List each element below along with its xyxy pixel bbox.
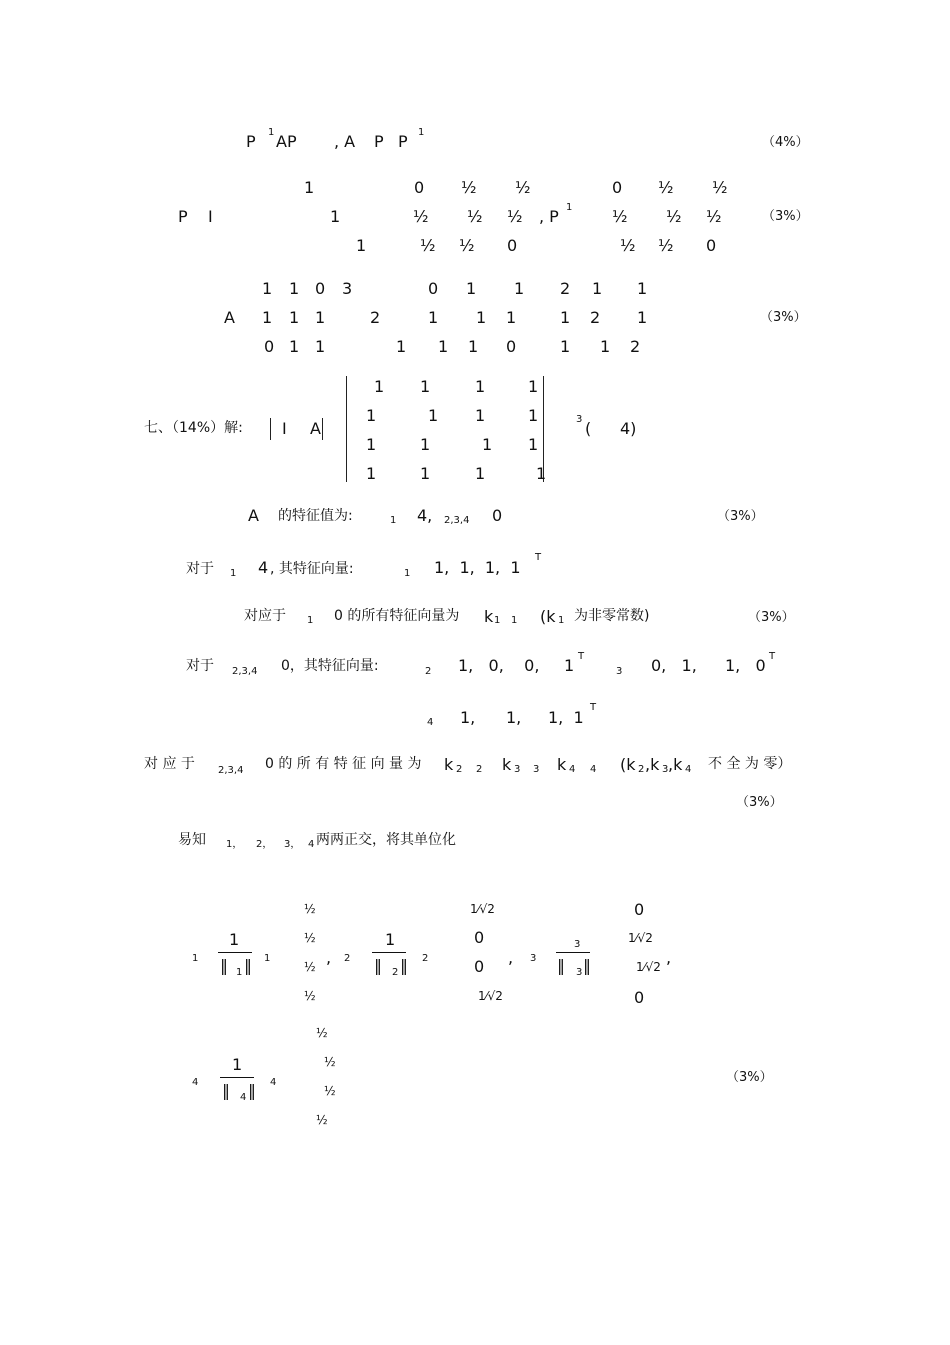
- matrix-cell: 1: [560, 337, 571, 356]
- vector-entry: 0: [474, 957, 485, 976]
- det-cell: 1: [536, 464, 547, 483]
- matrix-cell: ½: [459, 236, 475, 255]
- matrix-cell: ½: [413, 207, 429, 226]
- superscript: T: [769, 651, 776, 662]
- subscript: 2: [456, 764, 463, 775]
- a-symbol: A: [224, 308, 235, 327]
- percent-label: （3%）: [762, 209, 809, 224]
- matrix-cell: 2: [590, 308, 601, 327]
- matrix-cell: ½: [420, 236, 436, 255]
- det-cell: 1: [528, 435, 539, 454]
- matrix-cell: 3: [342, 279, 353, 298]
- i-symbol: I: [282, 419, 287, 438]
- vector-entry: ½: [324, 1055, 336, 1069]
- vector-entry: 1⁄√2: [628, 931, 653, 945]
- subscript: 2,3,4: [218, 765, 244, 776]
- comma-p: , P: [539, 207, 559, 226]
- vector-entry: 0: [474, 928, 485, 947]
- vector: 1: [564, 656, 575, 675]
- matrix-cell: ½: [658, 178, 674, 197]
- vector-entry: 0: [634, 988, 645, 1007]
- superscript: T: [535, 552, 542, 563]
- norm-bars: ‖: [374, 956, 382, 975]
- value: ,k: [668, 755, 683, 774]
- subscript: 3: [530, 953, 537, 964]
- vector-entry: 1⁄√2: [470, 902, 495, 916]
- det-cell: 1: [428, 406, 439, 425]
- subscript: 3: [533, 764, 540, 775]
- matrix-cell: 2: [560, 279, 571, 298]
- matrix-cell: 1: [514, 279, 525, 298]
- subscript: 1: [511, 615, 518, 626]
- matrix-cell: ½: [515, 178, 531, 197]
- det-cell: 1: [475, 406, 486, 425]
- det-cell: 1: [366, 435, 377, 454]
- comma: ,: [666, 948, 672, 967]
- norm-bars: ‖: [248, 1081, 256, 1100]
- matrix-cell: 1: [637, 279, 648, 298]
- value: 0: [492, 506, 503, 525]
- ap-text: AP: [276, 132, 297, 151]
- matrix-cell: 1: [356, 236, 367, 255]
- det-result: 4): [620, 419, 637, 438]
- percent-label: （3%）: [717, 509, 764, 524]
- text: 对 应 于: [144, 756, 195, 772]
- matrix-cell: 1: [289, 308, 300, 327]
- vector-entry: 1⁄√2: [478, 989, 503, 1003]
- text: 两两正交，将其单位化: [316, 832, 456, 848]
- value: k: [444, 755, 454, 774]
- subscript: 3: [616, 666, 623, 677]
- det-cell: 1: [528, 377, 539, 396]
- matrix-cell: 1: [438, 337, 449, 356]
- subscript: 4: [685, 764, 692, 775]
- a-symbol: A: [310, 419, 321, 438]
- i-symbol: I: [208, 207, 213, 226]
- matrix-cell: 0: [706, 236, 717, 255]
- vector-entry: ½: [304, 902, 316, 916]
- det-cell: 1: [475, 377, 486, 396]
- matrix-cell: 0: [315, 279, 326, 298]
- subscript: 4: [192, 1077, 199, 1088]
- subscript: 4: [308, 839, 315, 850]
- subscript: 3: [662, 764, 669, 775]
- det-cell: 1: [366, 406, 377, 425]
- p-symbol: P: [178, 207, 188, 226]
- det-cell: 1: [366, 464, 377, 483]
- fraction-bar: [218, 952, 252, 953]
- vector: 1,: [506, 708, 522, 727]
- matrix-cell: 0: [264, 337, 275, 356]
- det-cell: 1: [420, 377, 431, 396]
- matrix-cell: 1: [506, 308, 517, 327]
- norm-bars: ‖: [244, 956, 252, 975]
- text: 易知: [178, 832, 206, 848]
- fraction-numerator: 3: [574, 939, 581, 950]
- value: 4,: [417, 506, 433, 525]
- subscript: 1，: [226, 839, 243, 850]
- percent-label: （3%）: [726, 1070, 773, 1085]
- vector-entry: ½: [316, 1113, 328, 1127]
- matrix-cell: 1: [289, 279, 300, 298]
- matrix-cell: 1: [396, 337, 407, 356]
- det-cell: 1: [420, 464, 431, 483]
- subscript: 2: [638, 764, 645, 775]
- norm-bars: ‖: [220, 956, 228, 975]
- det-bar: [322, 418, 323, 440]
- comma: ,: [326, 948, 332, 967]
- subscript: 1: [404, 568, 411, 579]
- fraction-bar: [220, 1077, 254, 1078]
- matrix-cell: 1: [315, 337, 326, 356]
- subscript: 4: [240, 1092, 247, 1103]
- superscript: T: [578, 651, 585, 662]
- vector: 1,: [460, 708, 476, 727]
- subscript: 2: [422, 953, 429, 964]
- vector-entry: ½: [316, 1026, 328, 1040]
- superscript: 1: [268, 127, 275, 138]
- comma: ,: [508, 948, 514, 967]
- value: (k: [620, 755, 636, 774]
- matrix-cell: ½: [620, 236, 636, 255]
- vector: 1, 1: [548, 708, 584, 727]
- section-label: 七、（14%）解:: [144, 420, 243, 436]
- det-cell: 1: [420, 435, 431, 454]
- fraction-numerator: 1: [232, 1055, 243, 1074]
- subscript: 1: [236, 967, 243, 978]
- norm-bars: ‖: [400, 956, 408, 975]
- percent-label: （3%）: [760, 310, 807, 325]
- matrix-cell: ½: [712, 178, 728, 197]
- p-symbol: P: [246, 132, 256, 151]
- superscript: 1: [566, 202, 573, 213]
- subscript: 2: [425, 666, 432, 677]
- value: ,k: [645, 755, 660, 774]
- vector-entry: 0: [634, 900, 645, 919]
- fraction-numerator: 1: [229, 930, 240, 949]
- matrix-cell: ½: [612, 207, 628, 226]
- text: 对于: [186, 561, 214, 577]
- text: 0，其特征向量:: [281, 658, 379, 674]
- det-cell: 1: [482, 435, 493, 454]
- subscript: 1: [264, 953, 271, 964]
- matrix-cell: 1: [304, 178, 315, 197]
- subscript: 3: [576, 967, 583, 978]
- matrix-cell: 1: [592, 279, 603, 298]
- subscript: 4: [427, 717, 434, 728]
- matrix-cell: 1: [468, 337, 479, 356]
- matrix-cell: 1: [289, 337, 300, 356]
- matrix-cell: 0: [428, 279, 439, 298]
- subscript: 4: [569, 764, 576, 775]
- matrix-cell: ½: [467, 207, 483, 226]
- matrix-cell: 2: [630, 337, 641, 356]
- subscript: 3，: [284, 839, 301, 850]
- a-symbol: A: [248, 506, 259, 525]
- det-cell: 1: [475, 464, 486, 483]
- text: 为非零常数): [574, 608, 650, 624]
- matrix-cell: 1: [315, 308, 326, 327]
- value: k: [502, 755, 512, 774]
- vector-entry: ½: [304, 989, 316, 1003]
- subscript: 2: [392, 967, 399, 978]
- percent-label: （3%）: [736, 795, 783, 810]
- vector-entry: ½: [304, 960, 316, 974]
- matrix-cell: ½: [658, 236, 674, 255]
- text: 0 的所有特征向量为: [334, 608, 460, 624]
- matrix-cell: 1: [637, 308, 648, 327]
- p-symbol: P: [374, 132, 384, 151]
- vector: 1, 0, 0,: [458, 656, 540, 675]
- matrix-cell: 1: [428, 308, 439, 327]
- fraction-numerator: 1: [385, 930, 396, 949]
- subscript: 1: [192, 953, 199, 964]
- subscript: 1: [230, 568, 237, 579]
- subscript: 2: [476, 764, 483, 775]
- subscript: 4: [270, 1077, 277, 1088]
- matrix-cell: ½: [666, 207, 682, 226]
- value: 4: [258, 558, 269, 577]
- superscript: T: [590, 702, 597, 713]
- subscript: 1: [494, 615, 501, 626]
- percent-label: （4%）: [762, 135, 809, 150]
- vector: 1, 1, 1, 1: [434, 558, 521, 577]
- text: 对应于: [244, 608, 286, 624]
- subscript: 2,3,4: [232, 666, 258, 677]
- text: 对于: [186, 658, 214, 674]
- matrix-cell: 1: [262, 308, 273, 327]
- matrix-cell: 1: [330, 207, 341, 226]
- det-result: (: [585, 419, 592, 438]
- vector-entry: 1⁄√2: [636, 960, 661, 974]
- matrix-cell: 1: [560, 308, 571, 327]
- matrix-cell: 1: [476, 308, 487, 327]
- matrix-cell: 1: [466, 279, 477, 298]
- text: , 其特征向量:: [270, 561, 354, 577]
- p-symbol: P: [398, 132, 408, 151]
- norm-bars: ‖: [222, 1081, 230, 1100]
- value: k: [557, 755, 567, 774]
- det-bar: [346, 376, 347, 482]
- norm-bars: ‖: [557, 956, 565, 975]
- matrix-cell: 0: [414, 178, 425, 197]
- matrix-cell: 1: [262, 279, 273, 298]
- superscript: 3: [576, 414, 583, 425]
- matrix-cell: ½: [461, 178, 477, 197]
- value: k: [484, 607, 494, 626]
- subscript: 1: [558, 615, 565, 626]
- matrix-cell: ½: [507, 207, 523, 226]
- matrix-cell: 0: [612, 178, 623, 197]
- subscript: 1: [307, 615, 314, 626]
- comma-a: , A: [334, 132, 356, 151]
- det-cell: 1: [528, 406, 539, 425]
- subscript: 3: [514, 764, 521, 775]
- value: (k: [540, 607, 556, 626]
- subscript: 2,3,4: [444, 515, 470, 526]
- text: 不 全 为 零）: [708, 756, 792, 772]
- fraction-bar: [372, 952, 406, 953]
- text: 0 的 所 有 特 征 向 量 为: [265, 756, 422, 772]
- matrix-cell: 2: [370, 308, 381, 327]
- matrix-cell: ½: [706, 207, 722, 226]
- percent-label: （3%）: [748, 610, 795, 625]
- text: 的特征值为:: [278, 508, 353, 524]
- subscript: 4: [590, 764, 597, 775]
- subscript: 2，: [256, 839, 273, 850]
- norm-bars: ‖: [583, 956, 591, 975]
- vector-entry: ½: [304, 931, 316, 945]
- vector: 0, 1,: [651, 656, 697, 675]
- matrix-cell: 0: [507, 236, 518, 255]
- det-bar: [270, 418, 271, 440]
- superscript: 1: [418, 127, 425, 138]
- vector: 1, 0: [725, 656, 766, 675]
- matrix-cell: 0: [506, 337, 517, 356]
- det-cell: 1: [374, 377, 385, 396]
- fraction-bar: [556, 952, 590, 953]
- subscript: 2: [344, 953, 351, 964]
- matrix-cell: 1: [600, 337, 611, 356]
- subscript: 1: [390, 515, 397, 526]
- vector-entry: ½: [324, 1084, 336, 1098]
